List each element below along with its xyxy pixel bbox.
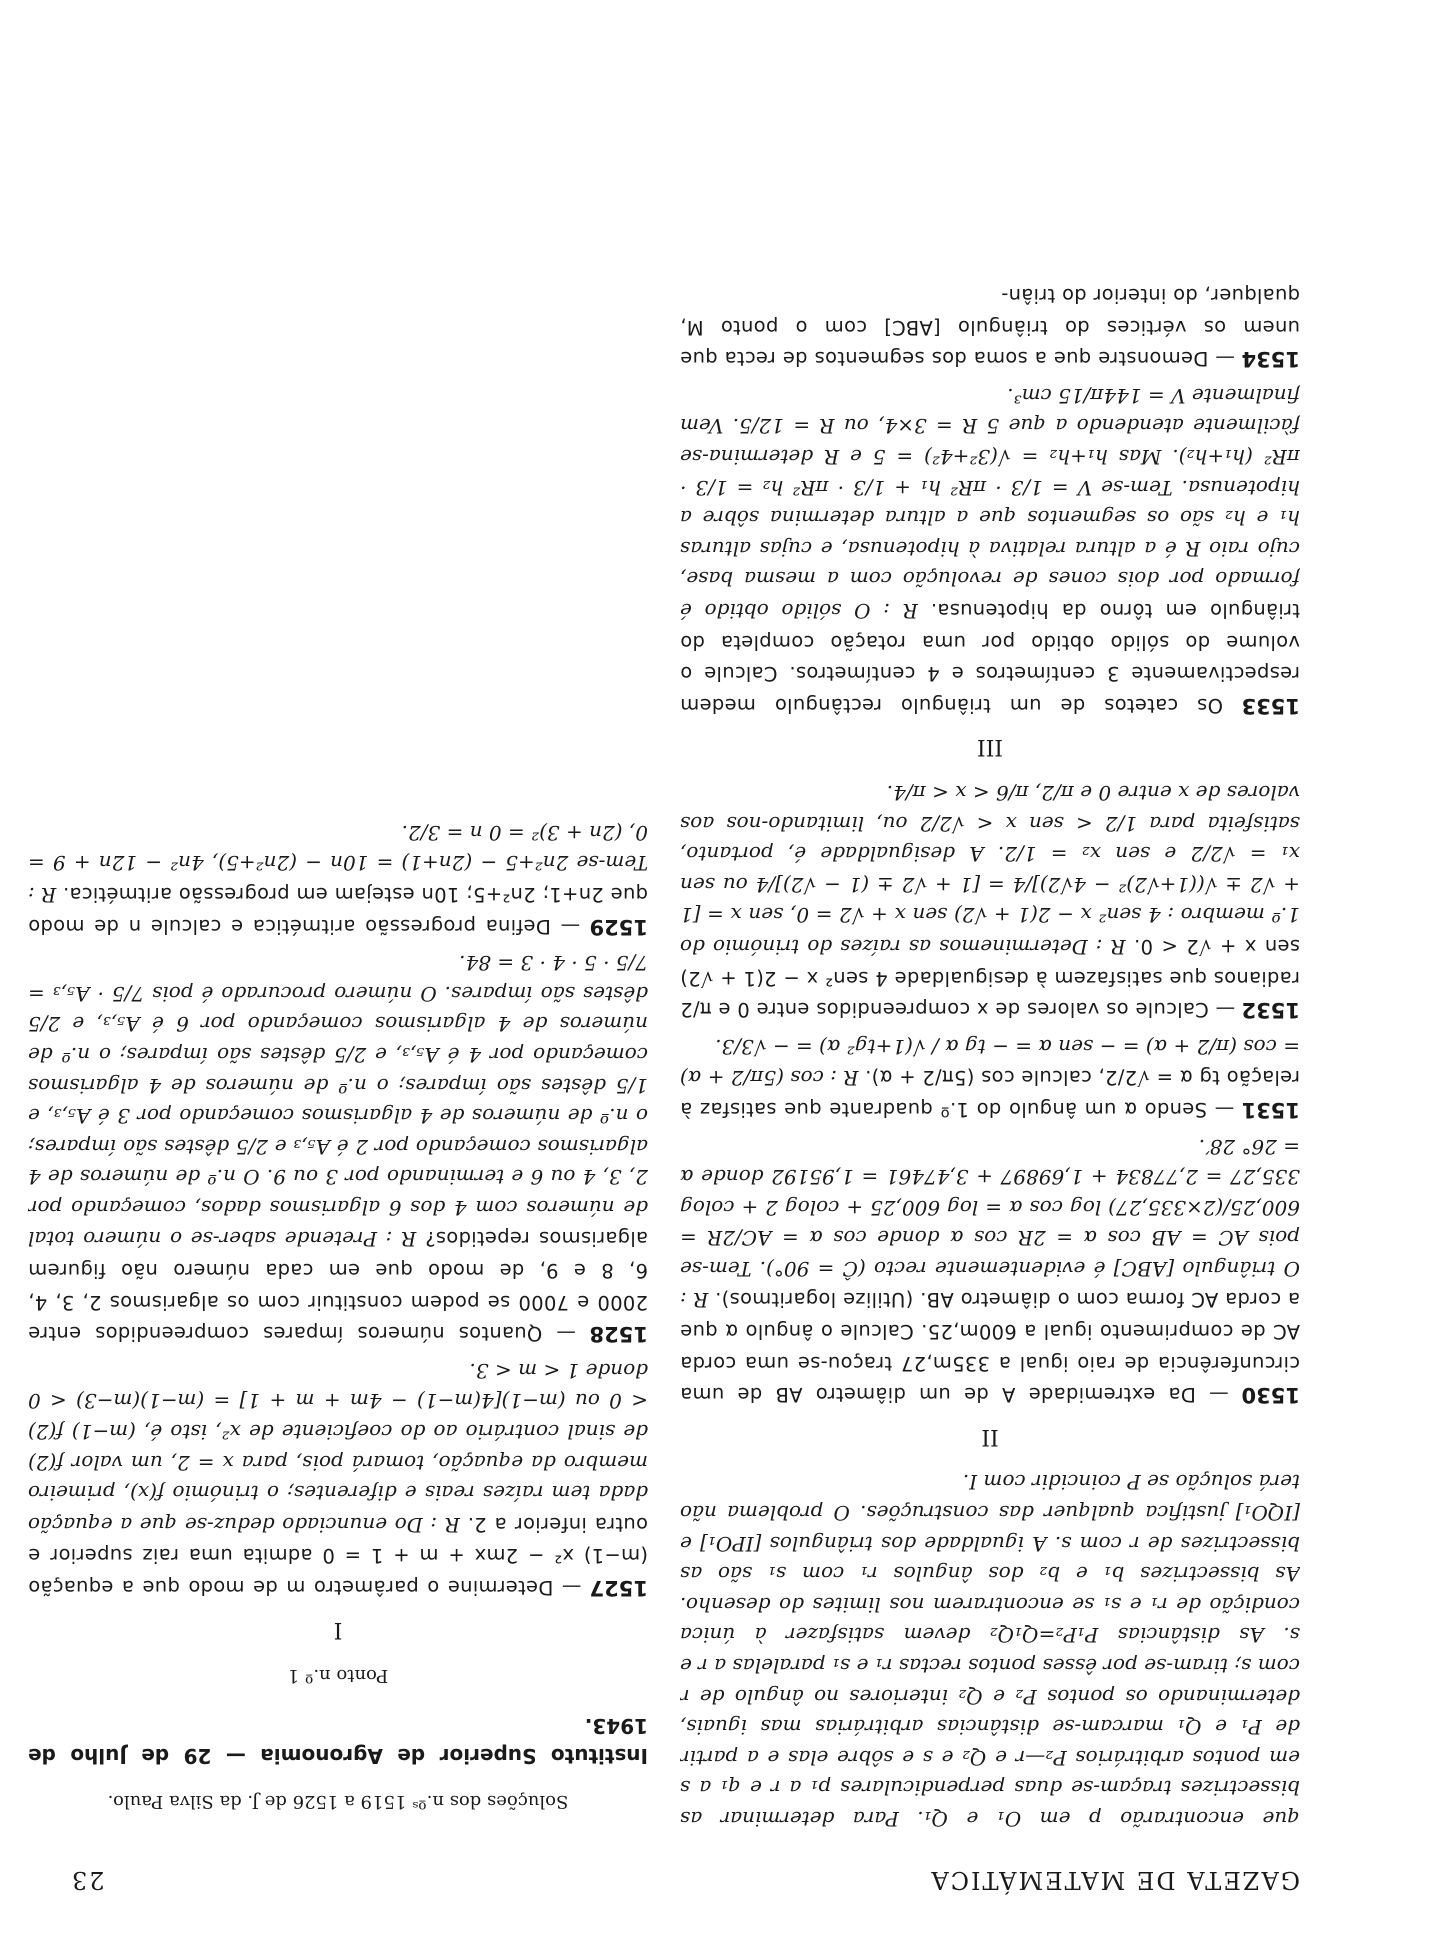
right-column — [28, 60, 648, 1834]
problem-answer: R : Determinemos as raízes do trinómio do 1.º membro : 4 sen² x − 2(1 + √2) sen x + √2 = 0, sen x = [1 + √2 ± √((1+√2)² − 4√2)]/4 = [1 + √2 ± (1 − √2)]/4 ou sen x₁ = √2/2 e sen x₂ = 1/2. A desigualdade é, portanto, satisfeita para 1/2 < sen x < √2/2 ou, limitando-nos aos valores de x entre 0 e π/2, π/6 < x < π/4. — [680, 781, 1300, 959]
solutions-credit: Soluções dos n.ºˢ 1519 a 1526 de J. da Silva Paulo. — [107, 1791, 569, 1812]
section-heading-ii: II — [981, 1423, 999, 1449]
section-heading-iii: III — [976, 734, 1004, 760]
problem-number: 1534 — [1241, 347, 1300, 372]
problem-statement: Os catetos de um triângulo rectângulo medem respectivamente 3 centímetros e 4 centímetros. Calcule o volume do sólido obtido por uma rotação completa do triângulo em tôrno da hipotenusa. — [680, 599, 1300, 717]
problem-1532 — [680, 777, 1300, 1025]
problem-1531 — [680, 1031, 1300, 1125]
page-header — [70, 1854, 1300, 1894]
problem-number: 1530 — [1241, 1383, 1300, 1408]
problem-1527 — [28, 1355, 648, 1603]
problem-1533 — [680, 380, 1300, 721]
problem-1530 — [680, 1131, 1300, 1410]
problem-statement: — Sendo α um ângulo do 1.º quadrante que satisfaz à relação tg α = √2/2, calcule cos (5π/2 + α). — [680, 1066, 1300, 1121]
problem-number: 1527 — [589, 1576, 648, 1601]
left-column — [680, 60, 1300, 1834]
section-heading-i: I — [333, 1616, 343, 1642]
problem-statement: — Calcule os valores de x compreendidos entre 0 e π/2 radianos que satisfazem à desigualdade 4 sen² x − 2(1 + √2) sen x + √2 < 0. — [680, 934, 1300, 1022]
problem-answer: R : cos (5π/2 + α) = cos (π/2 + α) = − sen α = − tg α / √(1+tg² α) = − √3/3. — [680, 1034, 1300, 1091]
problem-1534 — [680, 280, 1300, 375]
problem-answer: R : Pretende saber-se o número total de números com 4 dos 6 algarismos dados, começando por 2, 3, 4 ou 6 e terminando por 3 ou 9. O n.º de números de 4 algarismos começando por 2 é A₅,₃ e 2/5 dêstes são ímpares; o n.º de números de 4 algarismos começando por 3 é A₅,₃, e 1/5 dêstes são ímpares; o n.º de números de 4 algarismos começando por 4 é A₅,₃, e 2/5 dêstes são ímpares; o n.º de números de 4 algarismos começando por 6 é A₅,₃, e 2/5 dêstes são ímpares. O número procurado é pois 7/5 · A₅,₃ = 7/5 · 5 · 4 · 3 = 84. — [28, 951, 648, 1252]
problem-answer: R : O triângulo [ABC] é evidentemente recto (Ĉ = 90°). Tem-se pois AC = AB cos α = 2R cos α donde cos α = AC/2R = 600,25/(2×335,27) log cos α = log 600,25 + colog 2 + colog 335,27 = 2,77834 + 1,69897 + 3,47461 = 1,95192 donde α = 26° 28′. — [680, 1134, 1300, 1313]
problem-number: 1533 — [1241, 693, 1300, 718]
problem-answer: R : Tem-se 2n²+5 − (2n+1) = 10n − (2n²+5), 4n² − 12n + 9 = 0, (2n + 3)² = 0 n = 3/2. — [28, 820, 648, 907]
page-number: 23 — [70, 1866, 105, 1894]
problem-1528 — [28, 948, 648, 1350]
problem-statement: — Determine o parâmetro m de modo que a equação (m−1) x² − 2mx + m + 1 = 0 admita uma raiz superior e outra inferior a 2. — [28, 1512, 648, 1600]
problem-number: 1529 — [589, 914, 648, 939]
exam-part: Ponto n.º 1 — [287, 1665, 389, 1687]
problem-1529 — [28, 817, 648, 941]
continued-text: que encontrarão p em O₁ e Q₁. Para determinar as bissectrizes traçam-se duas perpendiculares p₁ a r e q₁ a s em pontos arbitrários P₂—r e Q₂ e s e sôbre elas e a partir de P₁ e Q₁ marcam-se distâncias arbitrárias mas iguais, determinando os pontos P₂ e Q₂ interiores no ângulo de r com s; tiram-se por êsses pontos rectas r₁ e s₁ paralelas a r e s. As distâncias P₁P₂=Q₁Q₂ devem satisfazer à única condição de r₁ e s₁ se encontrarem nos limites do desenho. As bissectrizes b₁ e b₂ dos ângulos r₁ com s₁ são as bissectrizes de r com s. A igualdade dos triângulos [IPO₁] e [IQO₁] justifica qualquer das construções. O problema não terá solução se P coincidir com I. — [680, 1470, 1300, 1831]
problem-number: 1531 — [1241, 1097, 1300, 1122]
problem-number: 1528 — [589, 1322, 648, 1347]
problem-statement: — Demonstre que a soma dos segmentos de recta que unem os vértices do triângulo [ABC] com o ponto M, qualquer, do interior do triân- — [680, 284, 1300, 371]
problem-statement: — Defina progressão aritmética e calcule n de modo que 2n+1; 2n²+5; 10n estejam em progressão aritmética. — [28, 882, 648, 938]
journal-title: GAZETA DE MATEMÁTICA — [929, 1866, 1300, 1894]
problem-statement: — Quantos números ímpares compreendidos entre 2000 e 7000 se podem constituir com os algarismos 2, 3, 4, 6, 8 e 9, de modo que em cada número não figurem algarismos repetidos? — [28, 1227, 648, 1346]
problem-answer: R : O sólido obtido é formado por dois cones de revolução com a mesma base, cujo raio R é a altura relativa à hipotenusa, e cujas alturas h₁ e h₂ são os segmentos que a altura determina sôbre a hipotenusa. Tem-se V = 1/3 · πR² h₁ + 1/3 · πR² h₂ = 1/3 · πR² (h₁+h₂). Mas h₁+h₂ = √(3²+4²) = 5 e R determina-se fàcilmente atendendo a que 5 R = 3×4, ou R = 12/5. Vem finalmente V = 144π/15 cm³. — [680, 383, 1300, 624]
problem-answer: R : Do enunciado deduz-se que a equação dada tem raízes reais e diferentes; o trinómio f(x), primeiro membro da equação, tomará pois, para x = 2, um valor f(2) de sinal contrário ao do coeficiente de x², isto é, (m−1) f(2) < 0 ou (m−1)[4(m−1) − 4m + m + 1] = (m−1)(m−3) < 0 donde 1 < m < 3. — [28, 1358, 648, 1537]
problem-statement: — Da extremidade A de um diâmetro AB de uma circunferência de raio igual a 335m,27 traçou-se uma corda AC de comprimento igual a 600m,25. Calcule o ângulo α que a corda AC forma com o diâmetro AB. (Utilize logaritmos). — [680, 1288, 1300, 1407]
exam-institute: Instituto Superior de Agronomia — 29 de Julho de 1943. — [28, 1713, 648, 1769]
problem-number: 1532 — [1241, 998, 1300, 1023]
